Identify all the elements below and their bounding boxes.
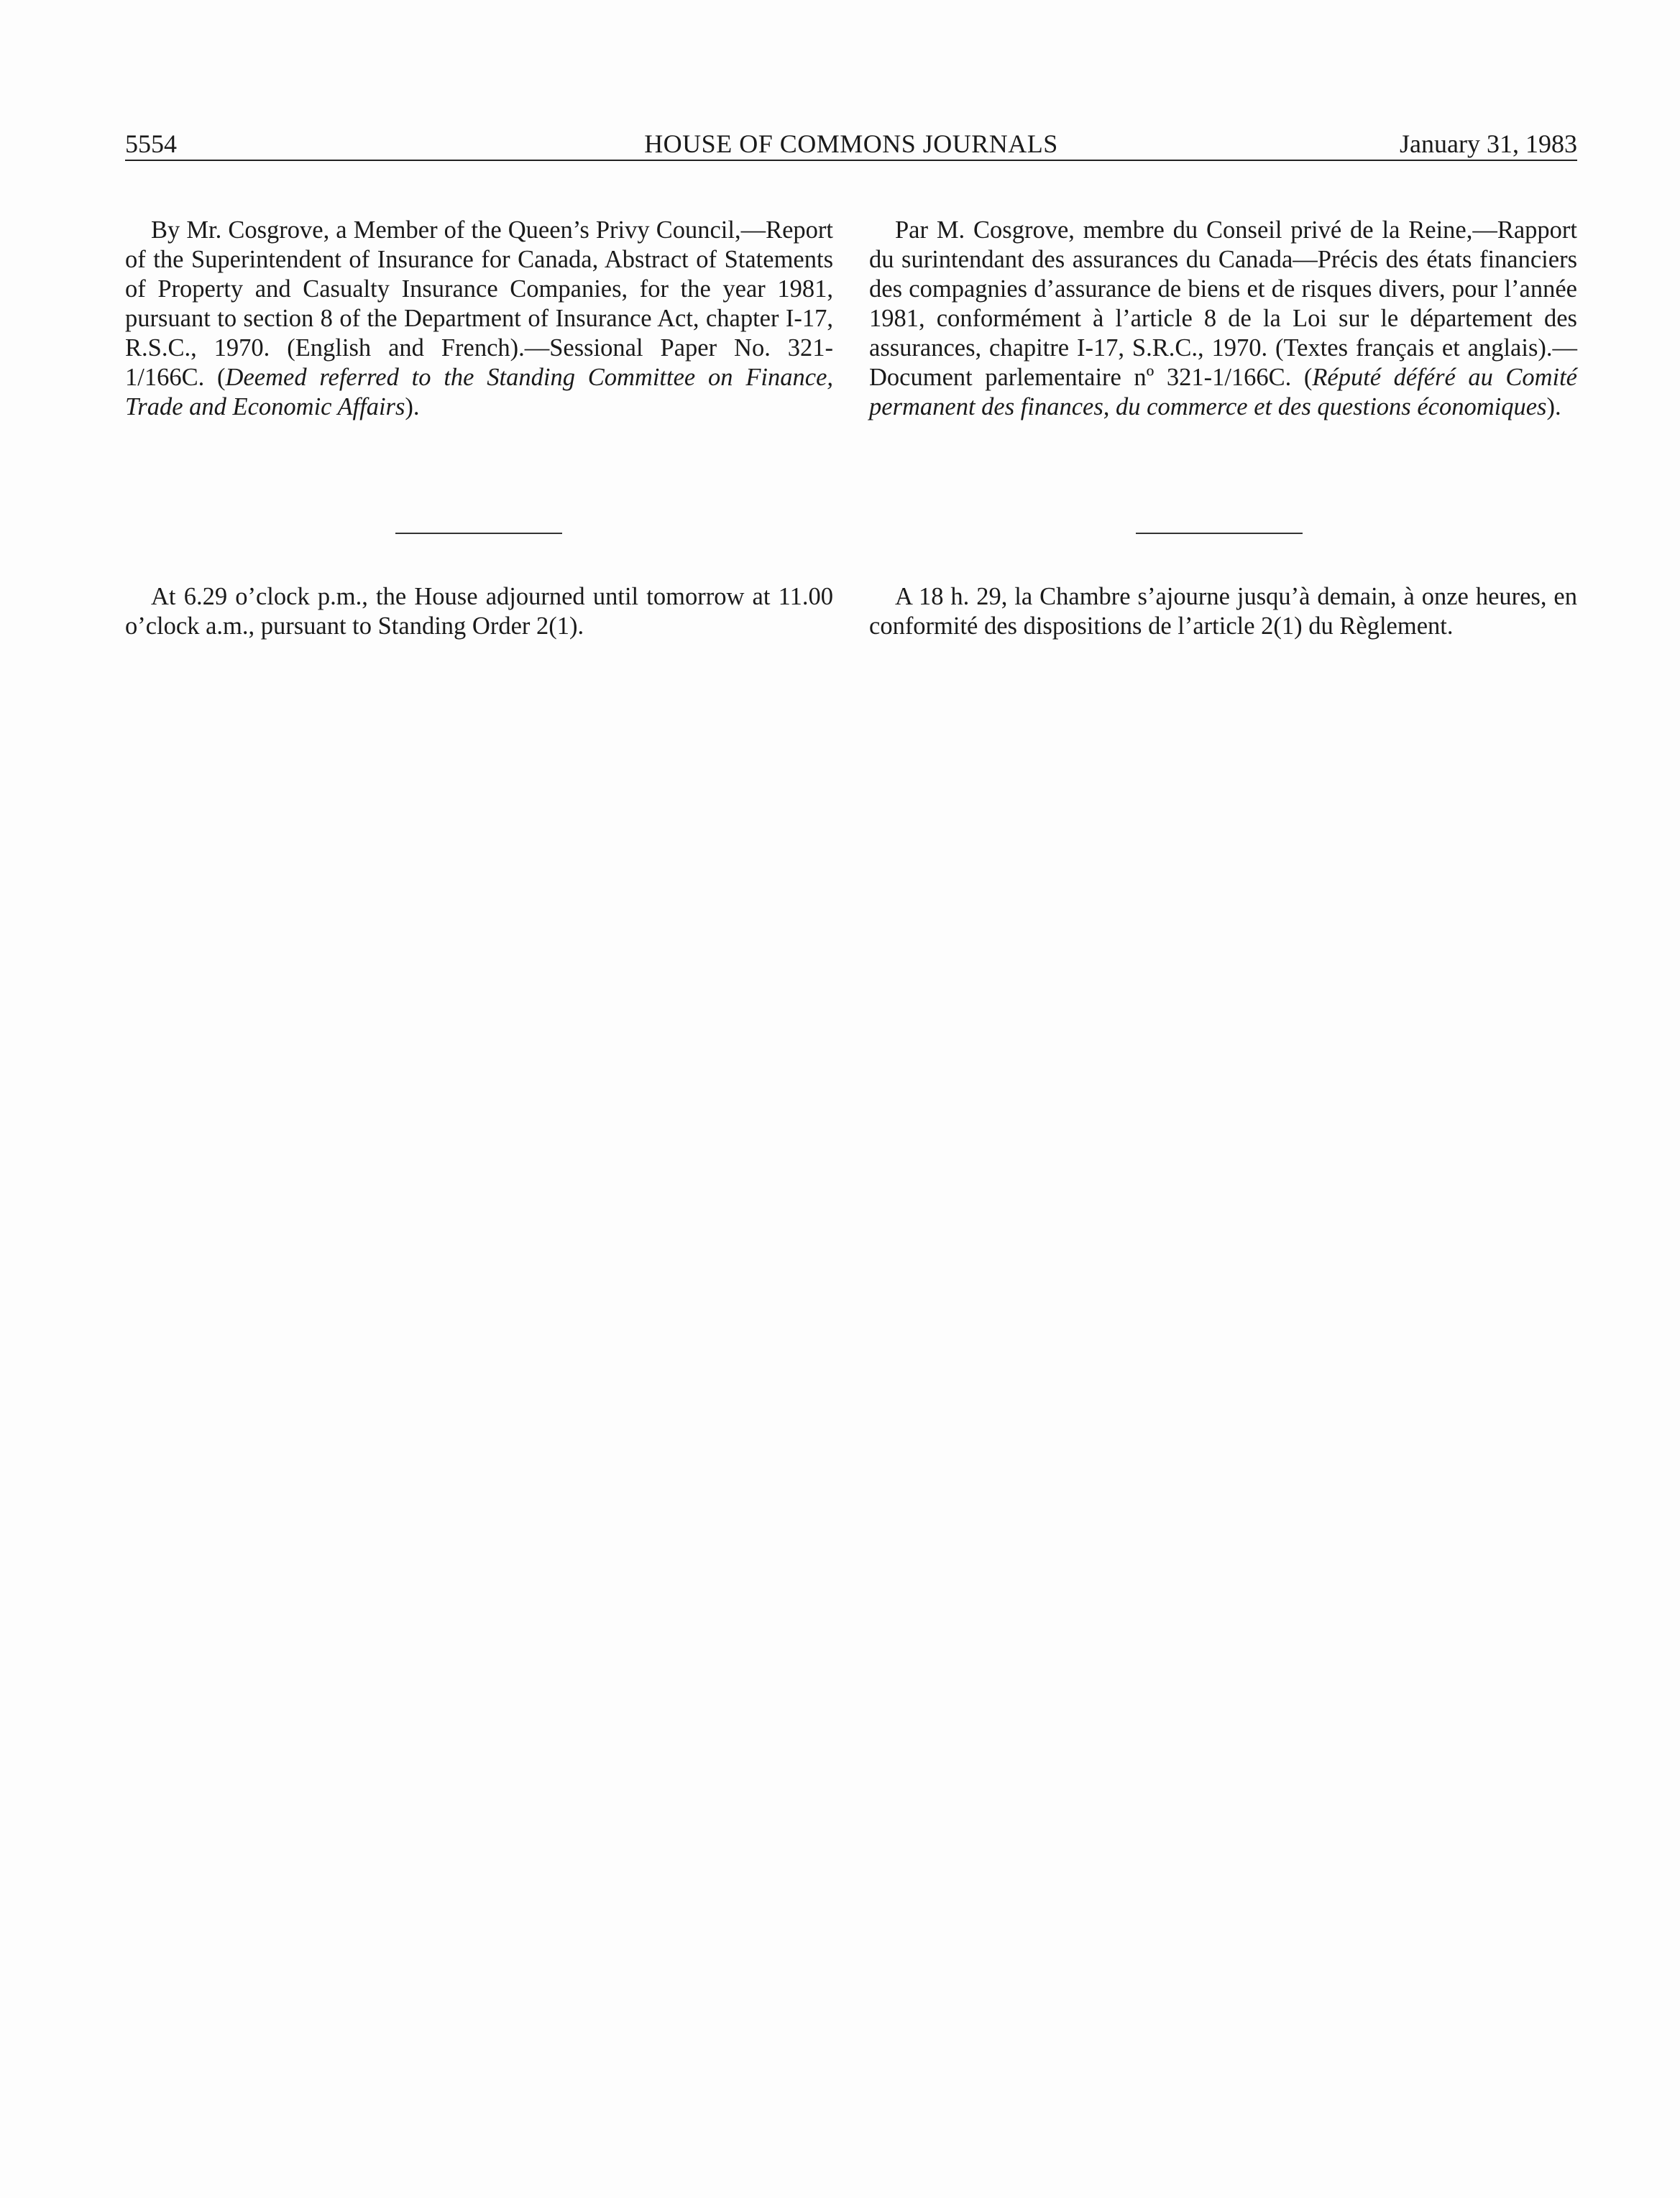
french-report-text: Par M. Cosgrove, membre du Conseil privé de la Reine,—Rapport du surintendant des assurances du Canada—Précis des états financiers des compagnies d’assurance de biens et de risques divers, pour l’année 1981, conformément à l’article 8 de la Loi sur le département des assurances, chapitre I-17, S.R.C., 1970. (Textes français et anglais).—Document parlementaire nº 321-1/166C. xyxy=(869,216,1577,391)
french-section-divider xyxy=(1136,533,1303,534)
french-referral-close: ). xyxy=(1546,393,1561,420)
journal-title: HOUSE OF COMMONS JOURNALS xyxy=(644,129,1058,158)
french-adjournment-block xyxy=(869,582,1577,641)
english-adjournment-paragraph: At 6.29 o’clock p.m., the House adjourned until tomorrow at 11.00 o’clock a.m., pursuant to Standing Order 2(1). xyxy=(125,583,833,640)
english-referral-note: Deemed referred to the Standing Committee on Finance, Trade and Economic Affairs xyxy=(125,364,834,420)
page-number: 5554 xyxy=(125,129,177,158)
english-adjournment-block xyxy=(125,582,833,641)
french-referral-note: Réputé déféré au Comité permanent des finances, du commerce et des questions économiques xyxy=(869,364,1577,420)
journal-date: January 31, 1983 xyxy=(1400,129,1577,158)
english-referral-close: ). xyxy=(405,393,420,420)
english-section-divider xyxy=(395,533,562,534)
english-report-text: By Mr. Cosgrove, a Member of the Queen’s Privy Council,—Report of the Superintendent of Insurance for Canada, Abstract of Statements of Property and Casualty Insurance Companies, for the year 1981, pursuant to section 8 of the Department of Insurance Act, chapter I-17, R.S.C., 1970. (English and French).—Sessional Paper No. 321-1/166C. xyxy=(125,216,833,391)
header-rule xyxy=(125,160,1577,161)
french-report-paragraph xyxy=(869,216,1577,422)
french-report-block xyxy=(869,216,1577,422)
english-report-paragraph xyxy=(125,216,833,422)
english-referral-open: ( xyxy=(217,364,226,391)
english-report-block xyxy=(125,216,833,422)
french-referral-open: ( xyxy=(1303,364,1313,391)
running-head xyxy=(125,127,1577,161)
french-adjournment-paragraph: A 18 h. 29, la Chambre s’ajourne jusqu’à demain, à onze heures, en conformité des dispositions de l’article 2(1) du Règlement. xyxy=(869,583,1577,640)
